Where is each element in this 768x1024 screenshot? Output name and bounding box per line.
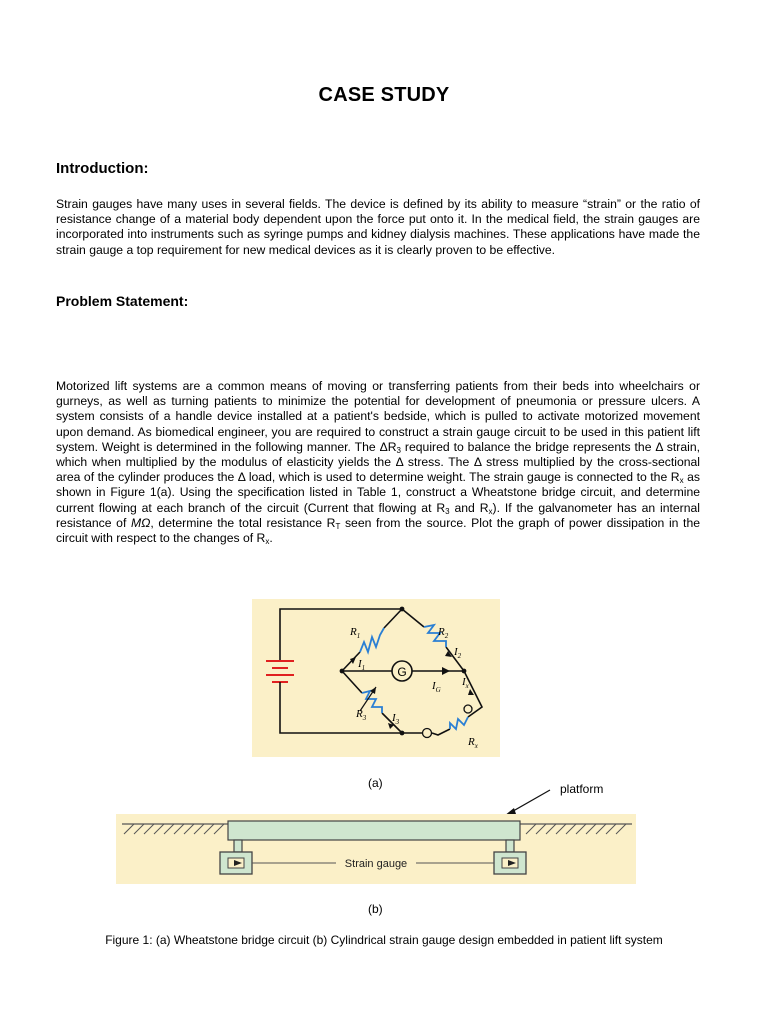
ix-sub: x — [465, 682, 469, 690]
figure-a-caption: (a) — [368, 776, 383, 790]
problem-statement-heading: Problem Statement: — [56, 293, 189, 309]
rx-sub: x — [474, 742, 478, 750]
left-strain-gauge — [220, 852, 252, 874]
wheatstone-bridge-diagram — [252, 599, 500, 757]
r3-label: R — [356, 708, 363, 720]
patient-lift-platform-diagram — [116, 814, 636, 884]
rx-terminal-bottom — [423, 729, 432, 738]
rx-label: R — [468, 736, 475, 748]
figure-caption: Figure 1: (a) Wheatstone bridge circuit (b) Cylindrical strain gauge design embedded in patient lift system — [105, 933, 663, 947]
right-strain-gauge — [494, 852, 526, 874]
r2-label: R — [438, 626, 445, 638]
problem-statement-paragraph: Motorized lift systems are a common means of moving or transferring patients from their beds into wheelchairs or gurneys, as well as turning patients to minimize the potential for development of pneumonia or pressure ulcers. A system consists of a handle device installed at a patient's bedside, which is pulled to activate motorized movement upon demand. As biomedical engineer, you are required to construct a strain gauge circuit to be used in this patient lift system. Weight is determined in the following manner. The $\Delta R_3$ required to balance the bridge represents the Δ strain, which when multiplied by the modulus of elasticity yields the Δ stress. The Δ stress multiplied by the cross-sectional area of the cylinder produces the Δ load, which is used to determine weight. The strain gauge is connected to the $R_x$ as shown in Figure 1(a). Using the specification listed in Table 1, construct a Wheatstone bridge circuit, and determine current flowing at each branch of the circuit (Current that flowing at $R_3$ and $R_x$). If the galvanometer has an internal resistance of MΩ, determine the total resistance $R_T$ seen from the source. Plot the graph of power dissipation in the circuit with respect to the changes of $R_x$. — [56, 379, 701, 547]
figure-b-caption: (b) — [368, 902, 383, 916]
r2-sub: 2 — [444, 632, 449, 640]
page-title: CASE STUDY — [318, 84, 450, 106]
right-leg — [506, 840, 514, 852]
i3-label: I — [392, 712, 396, 724]
r1-label: R — [350, 626, 357, 638]
i2-label: I — [454, 646, 458, 658]
platform-slab — [228, 821, 520, 840]
left-leg — [234, 840, 242, 852]
r3-sub: 3 — [362, 714, 367, 722]
ig-sub: G — [435, 686, 441, 694]
introduction-heading: Introduction: — [56, 160, 149, 177]
strain-gauge-label: Strain gauge — [344, 858, 408, 870]
rx-terminal-top — [464, 705, 472, 713]
i3-sub: 3 — [395, 718, 400, 726]
i1-sub: 1 — [361, 664, 366, 672]
ix-label: I — [462, 676, 466, 688]
ig-label: I — [432, 680, 436, 692]
galvanometer-label: G — [397, 665, 407, 679]
introduction-paragraph: Strain gauges have many uses in several fields. The device is defined by its ability to measure “strain” or the ratio of resistance change of a material body dependent upon the force put onto it. In the medical field, the strain gauges are incorporated into instruments such as syringe pumps and kidney dialysis machines. These applications have made the strain gauge a top requirement for new medical devices as it is clearly proven to be effective. — [56, 197, 700, 257]
i2-sub: 2 — [457, 652, 462, 660]
r1-sub: 1 — [356, 632, 361, 640]
i1-label: I — [358, 658, 362, 670]
platform-label: platform — [560, 782, 604, 796]
